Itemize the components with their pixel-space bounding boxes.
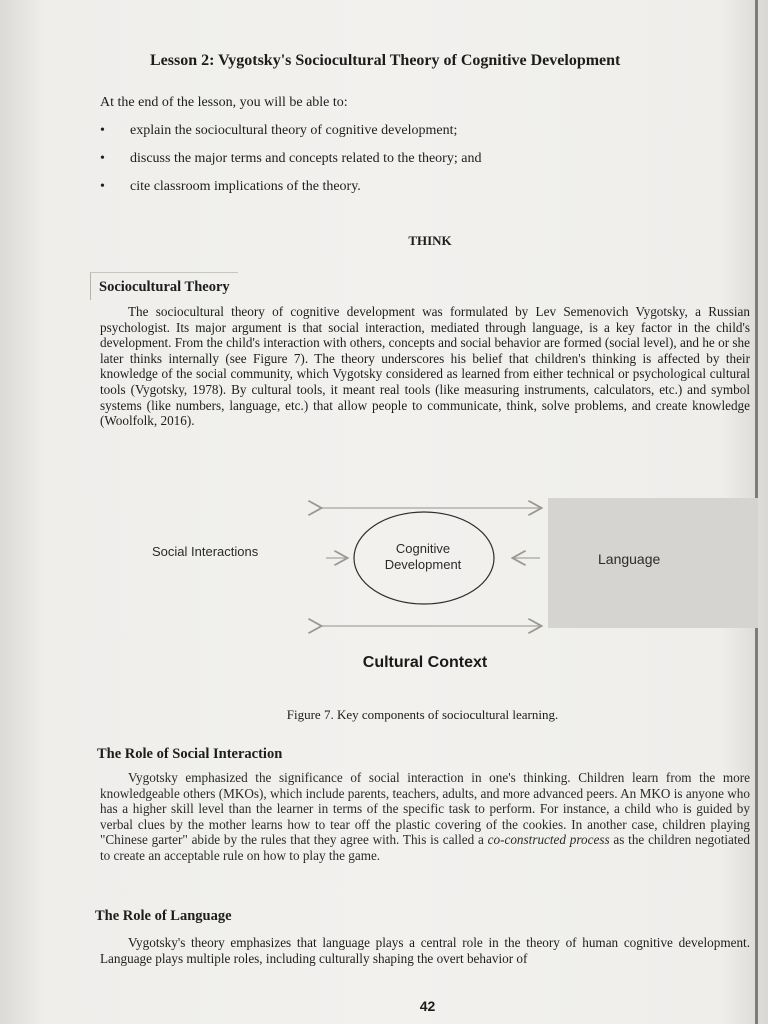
cultural-context-label: Cultural Context (362, 654, 488, 671)
language-paragraph (100, 935, 750, 966)
objectives-list (100, 122, 481, 206)
sociocultural-paragraph (100, 304, 750, 429)
social-interaction-heading: The Role of Social Interaction (97, 746, 283, 762)
cognitive-label-line2: Development (384, 557, 462, 572)
lesson-title: Lesson 2: Vygotsky's Sociocultural Theory of Cognitive Development (150, 52, 621, 69)
think-label: THINK (408, 233, 452, 248)
social-interaction-paragraph (100, 770, 750, 864)
social-interactions-label: Social Interactions (152, 544, 259, 559)
social-text-before: Vygotsky emphasized the significance of social interaction in one's thinking. Children learn from the more knowledgeable others (MKOs), which include parents, teachers, adults, and more advanced peers. An MKO is anyone who has a higher skill level than the learner in terms of the specific task to perform. For instance, a child who is guided by verbal clues by the mother learns how to tear off the plastic covering of the cookies. In another case, children playing "Chinese garter" abide by the rules that they agree with. This is called a (100, 770, 750, 848)
language-text: Vygotsky's theory emphasizes that language plays a central role in the theory of human cognitive development. Language plays multiple roles, including culturally shaping the overt behavior of (100, 935, 750, 966)
cognitive-development-label (358, 541, 488, 573)
social-text-after: as the children negotiated to create an acceptable rule on how to play the game. (100, 832, 750, 863)
figure-7-diagram (130, 490, 762, 690)
cognitive-label-line1: Cognitive (395, 541, 451, 556)
lesson-intro: At the end of the lesson, you will be able to: (100, 95, 348, 110)
objective-item: • discuss the major terms and concepts related to the theory; and (100, 150, 481, 178)
page-number: 42 (419, 998, 436, 1014)
objective-item: • explain the sociocultural theory of cognitive development; (100, 122, 481, 150)
figure-caption: Figure 7. Key components of sociocultural learning. (286, 707, 559, 722)
co-constructed-process-term: co-constructed process (487, 832, 610, 848)
language-label: Language (598, 551, 661, 567)
language-heading: The Role of Language (95, 908, 232, 924)
sociocultural-heading: Sociocultural Theory (90, 272, 238, 300)
objective-item: • cite classroom implications of the theory. (100, 178, 481, 206)
sociocultural-text: The sociocultural theory of cognitive development was formulated by Lev Semenovich Vygotsky, a Russian psychologist. Its major argument is that social interaction, mediated through language, is a key factor in the child's development. From the child's interaction with others, concepts and social behavior are formed (social level), and he or she later thinks internally (see Figure 7). The theory underscores his belief that children's thinking is affected by their knowledge of the social community, which Vygotsky considered as learned from either technical or psychological cultural tools (Vygotsky, 1978). By cultural tools, it meant real tools (like measuring instruments, calculators, etc.) and symbol systems (like numbers, language, etc.) that allow people to communicate, think, solve problems, and create knowledge (Woolfolk, 2016). (100, 304, 750, 429)
